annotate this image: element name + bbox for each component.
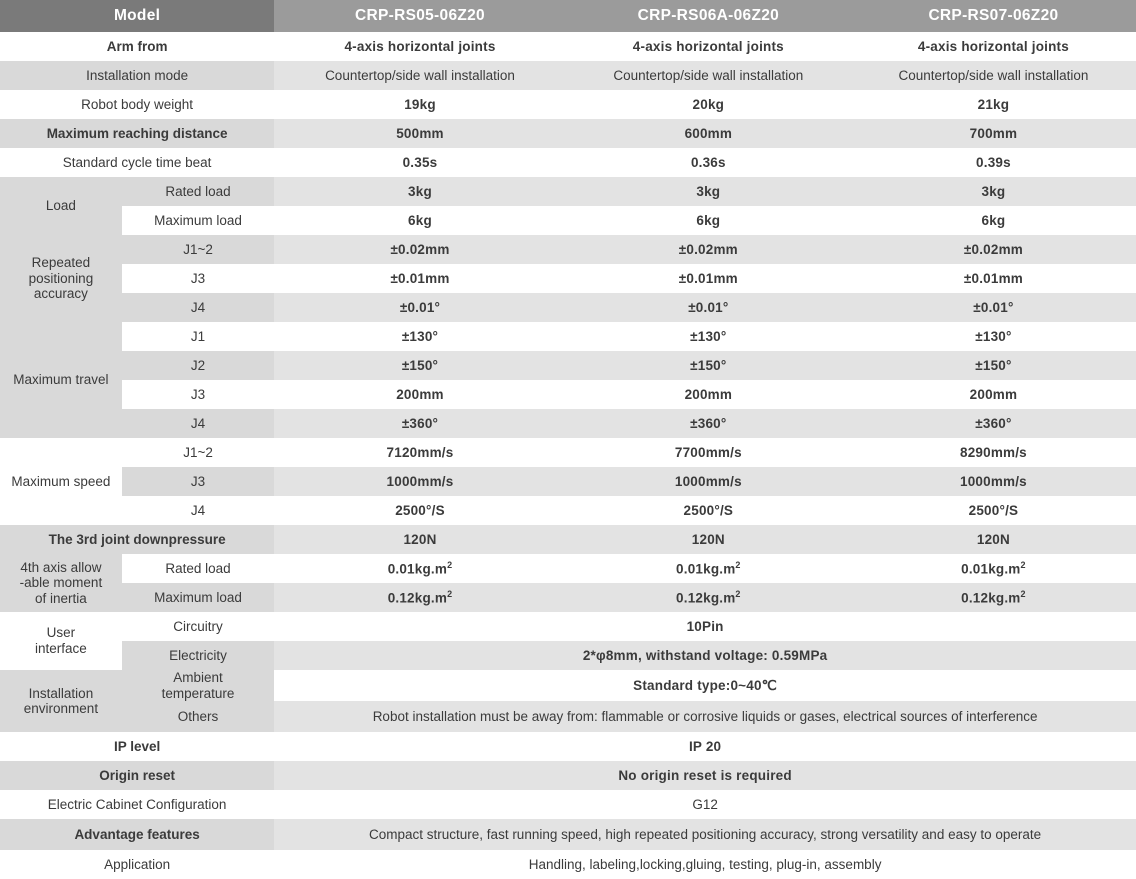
header-model: Model	[0, 0, 274, 32]
cell-electricity-value: 2*φ8mm, withstand voltage: 0.59MPa	[274, 641, 1136, 670]
table-row	[0, 293, 1136, 322]
header-col-3: CRP-RS07-06Z20	[851, 0, 1136, 32]
cell-application-value: Handling, labeling,locking,gluing, testing, plug-in, assembly	[274, 850, 1136, 879]
row-label-j1-2-accuracy: J1~2	[122, 235, 274, 264]
row-label-rated-load: Rated load	[122, 177, 274, 206]
installation-environment-line-2: environment	[23, 701, 99, 717]
cell-load-max-3: 6kg	[851, 206, 1136, 235]
cell-downpressure-1: 120N	[274, 525, 566, 554]
cell-inertia-max-3	[851, 583, 1136, 612]
table-row	[0, 701, 1136, 732]
cell-acc-j3-1: ±0.01mm	[274, 264, 566, 293]
table-row	[0, 409, 1136, 438]
cell-speed-j4-2: 2500°/S	[566, 496, 851, 525]
cell-advantage-features-value: Compact structure, fast running speed, high repeated positioning accuracy, strong versatility and easy to operate	[274, 819, 1136, 850]
cell-inertia-max-1	[274, 583, 566, 612]
cell-acc-j3-3: ±0.01mm	[851, 264, 1136, 293]
row-label-ip-level: IP level	[0, 732, 274, 761]
cell-cycle-2: 0.36s	[566, 148, 851, 177]
row-label-j1-travel: J1	[122, 322, 274, 351]
row-label-maximum-load: Maximum load	[122, 206, 274, 235]
cell-origin-reset-value: No origin reset is required	[274, 761, 1136, 790]
row-label-electric-cabinet-configuration: Electric Cabinet Configuration	[0, 790, 274, 819]
row-label-j4-travel: J4	[122, 409, 274, 438]
table-row	[0, 554, 1136, 583]
cell-reach-3: 700mm	[851, 119, 1136, 148]
row-label-ambient-temperature	[122, 670, 274, 701]
table-row	[0, 148, 1136, 177]
row-label-cycle-time: Standard cycle time beat	[0, 148, 274, 177]
cell-load-rated-1: 3kg	[274, 177, 566, 206]
cell-travel-j4-1: ±360°	[274, 409, 566, 438]
inertia-label-line-2: -able moment	[19, 575, 103, 591]
cell-electric-cabinet-value: G12	[274, 790, 1136, 819]
cell-others-value: Robot installation must be away from: flammable or corrosive liquids or gases, electrical sources of interference	[274, 701, 1136, 732]
cell-installation-mode-1: Countertop/side wall installation	[274, 61, 566, 90]
inertia-label-line-3: of inertia	[35, 590, 87, 606]
cell-acc-j12-2: ±0.02mm	[566, 235, 851, 264]
cell-inertia-rated-1	[274, 554, 566, 583]
table-row	[0, 206, 1136, 235]
row-label-electricity: Electricity	[122, 641, 274, 670]
cell-downpressure-3: 120N	[851, 525, 1136, 554]
header-col-1: CRP-RS05-06Z20	[274, 0, 566, 32]
group-label-installation-environment	[0, 670, 122, 732]
table-row	[0, 351, 1136, 380]
row-label-origin-reset: Origin reset	[0, 761, 274, 790]
inertia-rated-value-1: 0.01kg.m	[387, 561, 448, 577]
cell-weight-1: 19kg	[274, 90, 566, 119]
table-row	[0, 850, 1136, 879]
cell-reach-1: 500mm	[274, 119, 566, 148]
inertia-max-value-3: 0.12kg.m	[961, 590, 1021, 606]
row-label-j3-travel: J3	[122, 380, 274, 409]
row-label-j4-speed: J4	[122, 496, 274, 525]
cell-speed-j4-1: 2500°/S	[274, 496, 566, 525]
cell-speed-j12-1: 7120mm/s	[274, 438, 566, 467]
table-row	[0, 119, 1136, 148]
row-label-j3-accuracy: J3	[122, 264, 274, 293]
row-label-robot-body-weight: Robot body weight	[0, 90, 274, 119]
row-label-max-reaching-distance: Maximum reaching distance	[0, 119, 274, 148]
table-row	[0, 264, 1136, 293]
table-header-row	[0, 0, 1136, 32]
cell-speed-j12-3: 8290mm/s	[851, 438, 1136, 467]
cell-speed-j4-3: 2500°/S	[851, 496, 1136, 525]
table-row	[0, 438, 1136, 467]
cell-arm-from-3: 4-axis horizontal joints	[851, 32, 1136, 61]
cell-travel-j1-1: ±130°	[274, 322, 566, 351]
cell-load-rated-2: 3kg	[566, 177, 851, 206]
row-label-j2-travel: J2	[122, 351, 274, 380]
cell-travel-j2-1: ±150°	[274, 351, 566, 380]
inertia-superscript: 2	[735, 559, 741, 570]
cell-speed-j12-2: 7700mm/s	[566, 438, 851, 467]
cell-travel-j4-3: ±360°	[851, 409, 1136, 438]
table-row	[0, 670, 1136, 701]
group-label-user-interface	[0, 612, 122, 670]
cell-inertia-max-2	[566, 583, 851, 612]
cell-travel-j1-2: ±130°	[566, 322, 851, 351]
row-label-third-joint-downpressure: The 3rd joint downpressure	[0, 525, 274, 554]
cell-travel-j3-1: 200mm	[274, 380, 566, 409]
row-label-advantage-features: Advantage features	[0, 819, 274, 850]
cell-inertia-rated-3	[851, 554, 1136, 583]
row-label-j1-2-speed: J1~2	[122, 438, 274, 467]
table-row	[0, 32, 1136, 61]
cell-arm-from-1: 4-axis horizontal joints	[274, 32, 566, 61]
table-row	[0, 235, 1136, 264]
table-row	[0, 612, 1136, 641]
group-label-load: Load	[0, 177, 122, 235]
header-col-2: CRP-RS06A-06Z20	[566, 0, 851, 32]
inertia-superscript: 2	[1020, 588, 1026, 599]
row-label-inertia-maximum-load: Maximum load	[122, 583, 274, 612]
cell-speed-j3-1: 1000mm/s	[274, 467, 566, 496]
row-label-j3-speed: J3	[122, 467, 274, 496]
cell-speed-j3-2: 1000mm/s	[566, 467, 851, 496]
table-row	[0, 819, 1136, 850]
cell-travel-j1-3: ±130°	[851, 322, 1136, 351]
cell-acc-j3-2: ±0.01mm	[566, 264, 851, 293]
row-label-application: Application	[0, 850, 274, 879]
inertia-superscript: 2	[1020, 559, 1026, 570]
row-label-arm-from: Arm from	[0, 32, 274, 61]
table-row	[0, 790, 1136, 819]
table-row	[0, 761, 1136, 790]
inertia-superscript: 2	[447, 588, 453, 599]
cell-acc-j4-2: ±0.01°	[566, 293, 851, 322]
table-row	[0, 525, 1136, 554]
cell-inertia-rated-2	[566, 554, 851, 583]
cell-travel-j3-3: 200mm	[851, 380, 1136, 409]
table-row	[0, 583, 1136, 612]
table-row	[0, 177, 1136, 206]
row-label-inertia-rated-load: Rated load	[122, 554, 274, 583]
cell-cycle-1: 0.35s	[274, 148, 566, 177]
table-row	[0, 380, 1136, 409]
inertia-max-value-2: 0.12kg.m	[676, 590, 736, 606]
inertia-superscript: 2	[735, 588, 741, 599]
cell-acc-j12-1: ±0.02mm	[274, 235, 566, 264]
cell-weight-3: 21kg	[851, 90, 1136, 119]
cell-ambient-temperature-value: Standard type:0~40℃	[274, 670, 1136, 701]
user-interface-label-line-2: interface	[35, 641, 87, 656]
cell-weight-2: 20kg	[566, 90, 851, 119]
cell-ip-level-value: IP 20	[274, 732, 1136, 761]
table-row	[0, 496, 1136, 525]
cell-installation-mode-2: Countertop/side wall installation	[566, 61, 851, 90]
inertia-rated-value-3: 0.01kg.m	[961, 561, 1021, 577]
cell-speed-j3-3: 1000mm/s	[851, 467, 1136, 496]
cell-acc-j4-3: ±0.01°	[851, 293, 1136, 322]
cell-load-rated-3: 3kg	[851, 177, 1136, 206]
cell-circuitry-value: 10Pin	[274, 612, 1136, 641]
cell-travel-j4-2: ±360°	[566, 409, 851, 438]
row-label-installation-mode: Installation mode	[0, 61, 274, 90]
cell-reach-2: 600mm	[566, 119, 851, 148]
ambient-temperature-line-2: temperature	[161, 685, 235, 701]
group-label-maximum-speed: Maximum speed	[0, 438, 122, 525]
cell-installation-mode-3: Countertop/side wall installation	[851, 61, 1136, 90]
row-label-others: Others	[122, 701, 274, 732]
group-label-maximum-travel: Maximum travel	[0, 322, 122, 438]
cell-travel-j3-2: 200mm	[566, 380, 851, 409]
cell-cycle-3: 0.39s	[851, 148, 1136, 177]
user-interface-label-line-1: User	[46, 625, 76, 641]
inertia-label-line-1: 4th axis allow	[20, 559, 102, 575]
cell-arm-from-2: 4-axis horizontal joints	[566, 32, 851, 61]
table-row	[0, 732, 1136, 761]
inertia-max-value-1: 0.12kg.m	[387, 590, 448, 606]
cell-load-max-2: 6kg	[566, 206, 851, 235]
ambient-temperature-line-1: Ambient	[173, 670, 223, 685]
row-label-circuitry: Circuitry	[122, 612, 274, 641]
cell-travel-j2-3: ±150°	[851, 351, 1136, 380]
table-row	[0, 90, 1136, 119]
cell-acc-j12-3: ±0.02mm	[851, 235, 1136, 264]
cell-acc-j4-1: ±0.01°	[274, 293, 566, 322]
table-row	[0, 61, 1136, 90]
inertia-rated-value-2: 0.01kg.m	[676, 561, 736, 577]
inertia-superscript: 2	[447, 559, 453, 570]
table-row	[0, 322, 1136, 351]
cell-downpressure-2: 120N	[566, 525, 851, 554]
table-row	[0, 641, 1136, 670]
table-row	[0, 467, 1136, 496]
cell-travel-j2-2: ±150°	[566, 351, 851, 380]
group-label-fourth-axis-inertia	[0, 554, 122, 612]
group-label-repeated-positioning-accuracy: Repeated positioning accuracy	[0, 235, 122, 322]
installation-environment-line-1: Installation	[28, 685, 94, 701]
cell-load-max-1: 6kg	[274, 206, 566, 235]
row-label-j4-accuracy: J4	[122, 293, 274, 322]
